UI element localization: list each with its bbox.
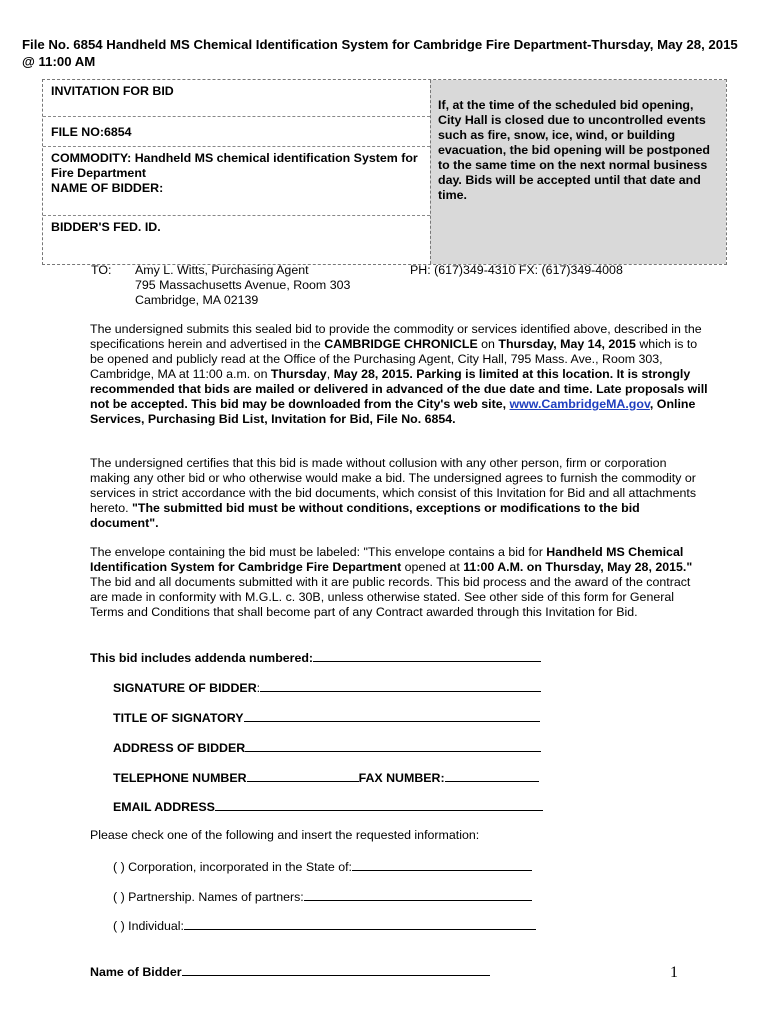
closure-notice-cell: [430, 80, 726, 264]
text: The undersigned submits this sealed bid to provide the commodity or services identified above, described in the specifications herein and advertised in the: [90, 322, 702, 351]
individual-input-line[interactable]: [184, 917, 536, 930]
page-number: 1: [670, 964, 678, 981]
commodity-cell: [43, 147, 430, 216]
text: The bid and all documents submitted with it are public records. This bid process and the award of the contract are made in conformity with M.G.L. c. 30B, unless otherwise stated. See other side of this form for General Terms and Conditions that shall become part of any Contract awarded through this Invitation for Bid.: [90, 575, 691, 619]
text: The envelope containing the bid must be labeled: "This envelope contains a bid for: [90, 545, 547, 559]
commodity-name: Handheld MS Chemical Identification System for Cambridge Fire Department: [90, 545, 684, 574]
city-website-link[interactable]: www.CambridgeMA.gov: [509, 397, 650, 411]
partnership-checkbox-label[interactable]: ( ) Partnership. Names of partners:: [113, 890, 304, 904]
individual-checkbox-label[interactable]: ( ) Individual:: [113, 919, 184, 933]
no-conditions-statement: "The submitted bid must be without conditions, exceptions or modifications to the bid document".: [90, 501, 640, 530]
recipient-city: Cambridge, MA 02139: [135, 293, 259, 307]
partnership-option: [113, 888, 532, 905]
opening-time: 11:00 A.M. on Thursday, May 28, 2015.": [463, 560, 693, 574]
invitation-label: INVITATION FOR BID: [43, 80, 430, 117]
addenda-label: This bid includes addenda numbered:: [90, 651, 314, 665]
envelope-label-paragraph: [90, 545, 708, 620]
signature-colon: :: [256, 681, 261, 695]
corporation-state-input-line[interactable]: [352, 858, 532, 871]
entity-type-instruction: Please check one of the following and insert the requested information:: [90, 828, 480, 842]
bid-submission-paragraph: [90, 322, 708, 427]
document-title: File No. 6854 Handheld MS Chemical Identification System for Cambridge Fire Department-Thursday, May 28, 2015 @ 11:00 AM: [22, 37, 738, 69]
email-label: EMAIL ADDRESS: [113, 800, 215, 814]
addenda-field: [90, 649, 541, 666]
opening-details: May 28, 2015. Parking is limited at this location. It is strongly recommended that bids are mailed or delivered in advanced of the due date and time. Late proposals will not be accepted. This bid may be downloaded from the City's web site,: [90, 367, 708, 411]
download-path: , Online Services, Purchasing Bid List, Invitation for Bid, File No. 6854.: [90, 397, 696, 426]
footer-name-field: [90, 963, 490, 980]
address-input-line[interactable]: [245, 739, 541, 752]
recipient-address: [135, 263, 350, 308]
newspaper-name: CAMBRIDGE CHRONICLE: [324, 337, 478, 351]
file-number: FILE NO:6854: [43, 117, 430, 147]
bid-info-box: [42, 79, 727, 265]
corporation-option: [113, 858, 532, 875]
recipient-street: 795 Massachusetts Avenue, Room 303: [135, 278, 351, 292]
text: which is to be opened and publicly read at the Office of the Purchasing Agent, City Hall, 795 Mass. Ave., Room 303, Cambridge, MA at 11:00 a.m. on: [90, 337, 698, 381]
recipient-name: Amy L. Witts, Purchasing Agent: [135, 263, 309, 277]
name-of-bidder-label: NAME OF BIDDER:: [51, 181, 164, 195]
fed-id-label: BIDDER'S FED. ID.: [51, 220, 161, 234]
fax-label: FAX NUMBER:: [358, 771, 445, 785]
text: on: [477, 337, 499, 351]
to-label: TO:: [91, 263, 112, 277]
text: The undersigned certifies that this bid is made without collusion with any other person, firm or corporation making any other bid or who otherwise would make a bid. The undersigned agrees to furnish the commodity or services in strict accordance with the bid documents, which consist of this Invitation for Bid and all attachments hereto.: [90, 456, 697, 515]
signature-field: [113, 679, 541, 696]
individual-option: [113, 917, 536, 934]
signature-label: SIGNATURE OF BIDDER: [113, 681, 257, 695]
phone-fax-field: [113, 769, 539, 786]
contact-phone-fax: PH: (617)349-4310 FX: (617)349-4008: [410, 263, 623, 277]
telephone-label: TELEPHONE NUMBER: [113, 771, 247, 785]
text: opened at: [401, 560, 464, 574]
title-field: [113, 709, 540, 726]
advertised-date: Thursday, May 14, 2015: [498, 337, 636, 351]
text: ,: [326, 367, 334, 381]
address-label: ADDRESS OF BIDDER: [113, 741, 246, 755]
email-field: [113, 798, 543, 815]
signature-input-line[interactable]: [260, 679, 541, 692]
certification-paragraph: [90, 456, 708, 531]
addenda-input-line[interactable]: [313, 649, 541, 662]
email-input-line[interactable]: [215, 798, 543, 811]
telephone-input-line[interactable]: [247, 769, 359, 782]
partners-input-line[interactable]: [304, 888, 532, 901]
footer-name-input-line[interactable]: [182, 963, 490, 976]
commodity-label: COMMODITY: Handheld MS chemical identification System for Fire Department: [51, 151, 418, 180]
title-label: TITLE OF SIGNATORY: [113, 711, 244, 725]
closure-notice: If, at the time of the scheduled bid opening, City Hall is closed due to uncontrolled events such as fire, snow, ice, wind, or building evacuation, the bid opening will be postponed to the same time on the next normal business day. Bids will be accepted until that date and time.: [438, 98, 710, 202]
address-field: [113, 739, 541, 756]
fax-input-line[interactable]: [445, 769, 539, 782]
corporation-checkbox-label[interactable]: ( ) Corporation, incorporated in the State of:: [113, 860, 352, 874]
title-input-line[interactable]: [244, 709, 540, 722]
footer-name-label: Name of Bidder: [90, 965, 182, 979]
opening-day: Thursday: [270, 367, 327, 381]
